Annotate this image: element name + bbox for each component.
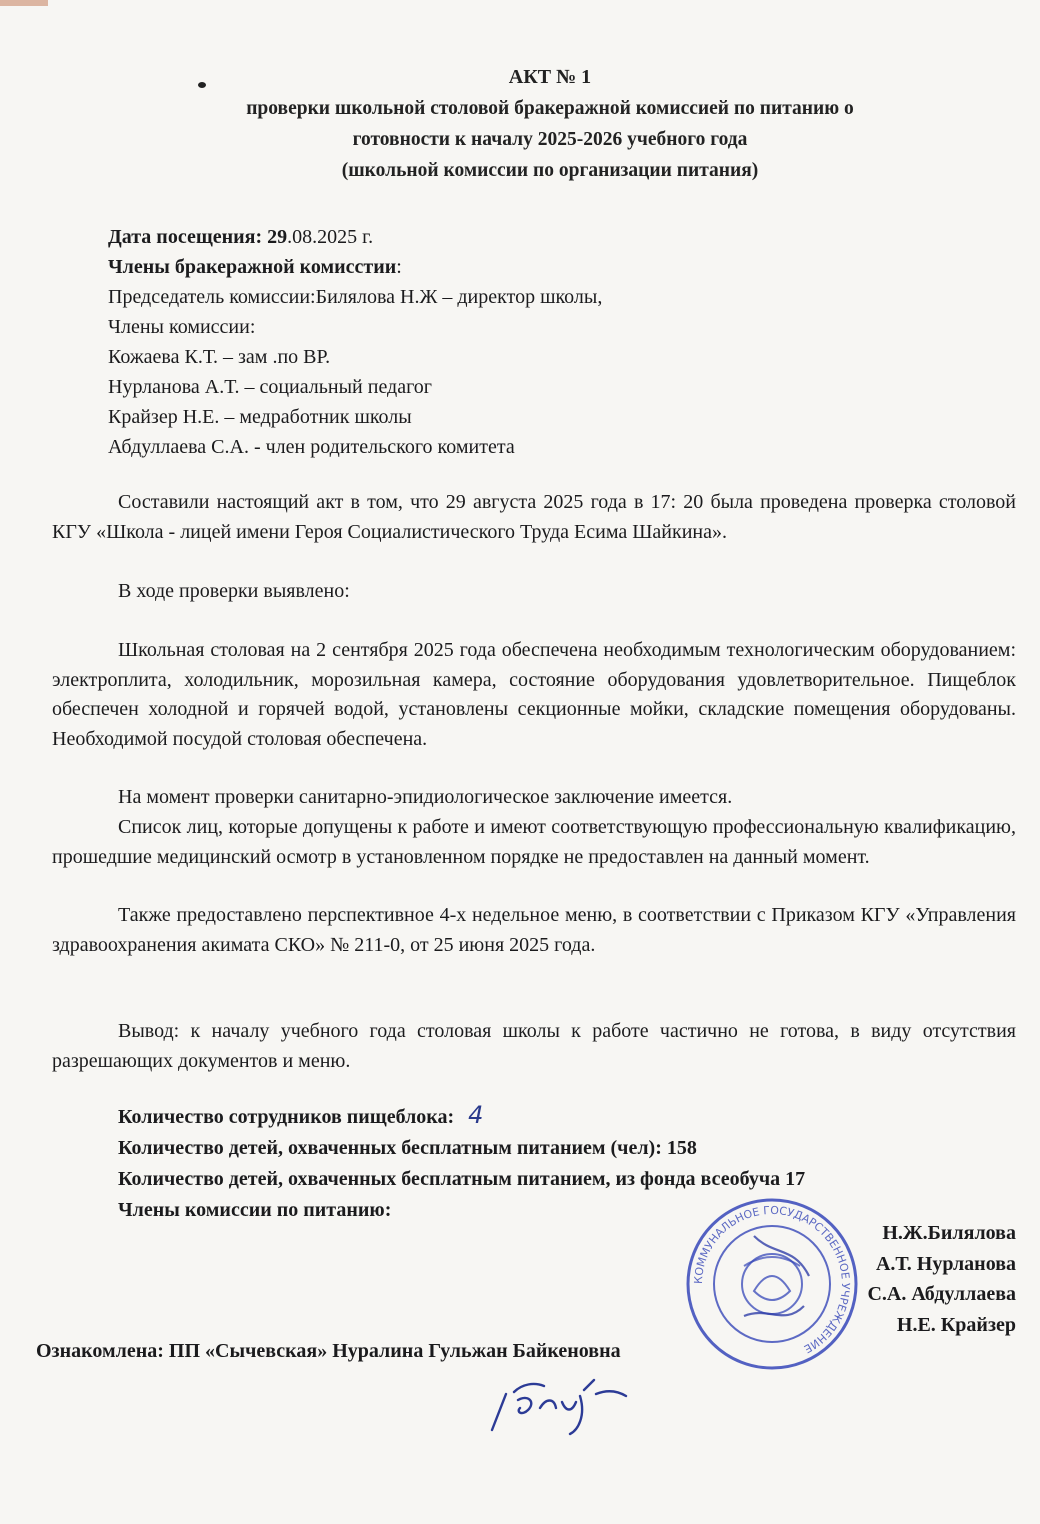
scan-corner-mark bbox=[0, 0, 48, 6]
staff-count-label: Количество сотрудников пищеблока: bbox=[118, 1106, 455, 1128]
visit-date-line bbox=[108, 222, 602, 252]
document-subtitle-line3: (школьной комиссии по организации питания) bbox=[341, 160, 759, 181]
commission-chair: Председатель комиссии:Билялова Н.Ж – директор школы, bbox=[108, 286, 603, 308]
children-fund-meals: Количество детей, охваченных бесплатным питанием, из фонда всеобуча 17 bbox=[118, 1168, 806, 1190]
paragraph-staff-list: Список лиц, которые допущены к работе и имеют соответствующую профессиональную квалификацию, прошедшие медицинский осмотр в установленном порядке не предоставлен на данный момент. bbox=[52, 816, 1016, 868]
commission-member-4: Абдуллаева С.А. - член родительского комитета bbox=[108, 436, 515, 458]
round-seal-stamp bbox=[684, 1196, 860, 1372]
signature-abdullaeva: С.А. Абдуллаева bbox=[867, 1283, 1016, 1305]
signature-nurlanova: А.Т. Нурланова bbox=[875, 1252, 1016, 1275]
staff-count-value: 4 bbox=[468, 1101, 484, 1129]
commission-info bbox=[108, 222, 602, 462]
food-commission-members-label: Члены комиссии по питанию: bbox=[118, 1199, 392, 1221]
commission-members-label: Члены бракеражной комисстии bbox=[108, 256, 397, 278]
commission-members-colon: : bbox=[396, 256, 402, 278]
commission-members-title: Члены комиссии: bbox=[108, 316, 256, 338]
stamp-text: КОММУНАЛЬНОЕ ГОСУДАРСТВЕННОЕ УЧРЕЖДЕНИЕ bbox=[691, 1203, 853, 1356]
paragraph-conclusion: Вывод: к началу учебного года столовая школы к работе частично не готова, в виду отсутствия разрешающих документов и меню. bbox=[52, 1020, 1016, 1072]
document-subtitle-line1: проверки школьной столовой бракеражной комиссией по питанию о bbox=[246, 98, 854, 119]
paragraph-equipment: Школьная столовая на 2 сентября 2025 года обеспечена необходимым технологическим оборудованием: электроплита, холодильник, морозильная камера, состояние оборудования удовлетворительное. Пищеблок обеспечен холодной и горячей водой, установлены секционные мойки, складские помещения оборудованы. Необходимой посудой столовая обеспечена. bbox=[52, 639, 1016, 750]
paragraph-menu: Также предоставлено перспективное 4-х недельное меню, в соответствии с Приказом КГУ «Управления здравоохранения акимата СКО» № 211-0, от 25 июня 2025 года. bbox=[52, 904, 1016, 956]
signature-bilyalova: Н.Ж.Билялова bbox=[882, 1222, 1016, 1244]
commission-member-2: Нурланова А.Т. – социальный педагог bbox=[108, 376, 433, 398]
commission-member-1: Кожаева К.Т. – зам .по ВР. bbox=[108, 346, 331, 368]
commission-signatures bbox=[867, 1218, 1016, 1340]
paragraph-composed: Составили настоящий акт в том, что 29 августа 2025 года в 17: 20 была проведена проверка столовой КГУ «Школа - лицей имени Героя Социалистического Труда Есима Шайкина». bbox=[52, 491, 1016, 543]
paragraph-findings-intro: В ходе проверки выявлено: bbox=[118, 580, 350, 602]
children-free-meals: Количество детей, охваченных бесплатным питанием (чел): 158 bbox=[118, 1137, 697, 1159]
paragraph-sanitary: На момент проверки санитарно-эпидиологическое заключение имеется. bbox=[118, 786, 733, 808]
commission-members-heading bbox=[108, 252, 602, 282]
document-title: АКТ № 1 bbox=[508, 66, 592, 88]
visit-date-value: .08.2025 г. bbox=[287, 226, 374, 248]
staff-count-line bbox=[118, 1100, 805, 1133]
acknowledgement-line: Ознакомлена: ПП «Сычевская» Нуралина Гульжан Байкеновна bbox=[36, 1340, 621, 1362]
visit-date-label: Дата посещения: 29 bbox=[108, 226, 288, 248]
handwritten-signature bbox=[484, 1372, 634, 1436]
commission-member-3: Крайзер Н.Е. – медработник школы bbox=[108, 406, 412, 428]
document-header bbox=[120, 62, 980, 186]
signature-kraizer: Н.Е. Крайзер bbox=[896, 1313, 1016, 1336]
document-subtitle-line2: готовности к началу 2025-2026 учебного года bbox=[352, 129, 748, 150]
